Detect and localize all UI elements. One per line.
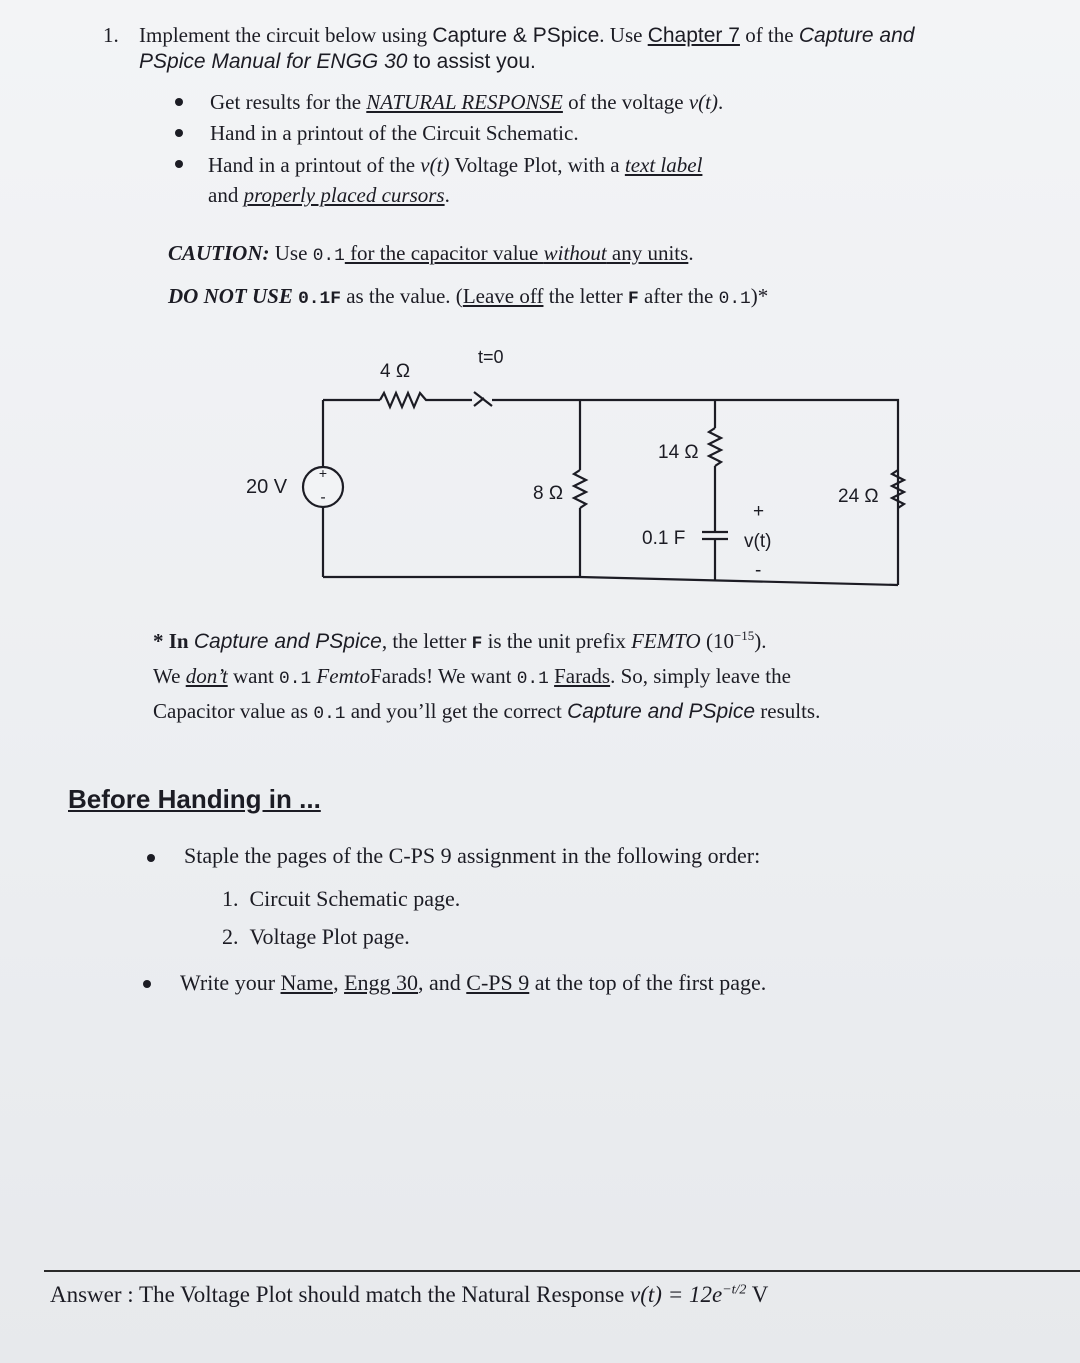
task-emphasis: NATURAL RESPONSE <box>366 90 563 114</box>
bullet <box>175 98 183 106</box>
footnote-text: (10 <box>700 629 734 653</box>
caution-text: after the <box>638 284 719 308</box>
bullet <box>175 160 183 168</box>
switch-label: t=0 <box>478 347 504 367</box>
caution-text: )* <box>750 284 769 308</box>
vt-minus: - <box>755 560 762 581</box>
circuit-diagram <box>230 340 910 595</box>
footnote-emphasis: Femto <box>311 664 371 688</box>
caution-code: F <box>628 289 639 309</box>
vt-label: v(t) <box>744 531 772 552</box>
instruction-emphasis: Name <box>280 970 334 995</box>
bullet <box>147 854 155 862</box>
answer-formula: v(t) = 12e <box>630 1282 723 1307</box>
task-schematic-printout: Hand in a printout of the Circuit Schematic. <box>210 121 579 145</box>
write-name-instruction <box>180 970 766 996</box>
r2-label: 8 Ω <box>533 483 564 504</box>
task-text: of the voltage <box>562 90 689 114</box>
order-item-2 <box>222 924 410 950</box>
answer-line <box>50 1282 768 1308</box>
bullet <box>143 980 151 988</box>
footnote-text: results. <box>755 699 821 723</box>
instruction-emphasis: Engg 30 <box>344 970 419 995</box>
source-label: 20 V <box>246 476 288 498</box>
q-capture-pspice: Capture & PSpice <box>432 24 600 47</box>
capacitor-symbol <box>702 532 728 539</box>
instruction-text: , and <box>418 970 467 995</box>
caution-line-1 <box>168 241 694 266</box>
task-plot-printout-cont <box>208 183 450 208</box>
task-text: Get results for the <box>210 90 367 114</box>
footnote-text: We <box>153 664 186 688</box>
order-number: 1. <box>222 886 239 911</box>
footnote-emphasis: Farads <box>554 664 611 688</box>
task-emphasis: text label <box>624 153 703 177</box>
answer-exponent: −t/2 <box>722 1282 747 1298</box>
footnote-text: Farads! We want <box>370 664 517 688</box>
q-text: . Use <box>599 23 648 47</box>
footnote-text: Capacitor value as <box>153 699 314 723</box>
caution-code: 0.1 <box>312 246 345 266</box>
r1-label: 4 Ω <box>380 361 411 382</box>
order-text: Circuit Schematic page. <box>249 886 461 911</box>
task-text: . <box>718 90 724 114</box>
caution-emphasis: without <box>543 241 607 265</box>
footnote-text: ). <box>754 629 767 653</box>
footnote-exponent: −15 <box>733 628 755 643</box>
staple-instruction: Staple the pages of the C-PS 9 assignment in the following order: <box>184 843 761 868</box>
footnote-code: 0.1 <box>279 669 312 689</box>
answer-unit: V <box>746 1282 769 1307</box>
task-variable: v(t) <box>688 90 719 114</box>
order-item-1 <box>222 886 460 912</box>
question-line-2 <box>139 48 536 75</box>
caution-label: CAUTION: <box>168 241 270 265</box>
source-plus: + <box>318 465 328 481</box>
question-number: 1. <box>103 23 119 47</box>
wire <box>323 577 898 585</box>
vt-plus: + <box>753 501 765 522</box>
caution-code: 0.1F <box>298 289 341 309</box>
answer-label: Answer : <box>50 1282 134 1307</box>
switch-symbol <box>474 392 492 406</box>
instruction-text: Write your <box>180 970 281 995</box>
footnote-code: 0.1 <box>313 704 346 724</box>
resistor-8-ohm <box>574 470 586 508</box>
footnote-text: want <box>227 664 280 688</box>
cap-label: 0.1 F <box>642 528 686 549</box>
r4-label: 24 Ω <box>838 486 879 507</box>
bullet <box>175 129 183 137</box>
footnote-emphasis: don’t <box>185 664 228 688</box>
footnote-product: Capture and PSpice <box>193 630 382 653</box>
q-text: to assist you. <box>407 50 536 73</box>
order-text: Voltage Plot page. <box>249 924 410 949</box>
footnote-text: * In <box>153 629 194 653</box>
instruction-emphasis: C-PS 9 <box>466 970 530 995</box>
task-emphasis: properly placed cursors <box>243 183 445 207</box>
q-manual-title: Capture and <box>798 24 915 47</box>
answer-text: The Voltage Plot should match the Natural Response <box>133 1282 631 1307</box>
order-number: 2. <box>222 924 239 949</box>
task-text: and <box>208 183 244 207</box>
instruction-text: at the top of the first page. <box>529 970 767 995</box>
femto-footnote <box>153 620 820 730</box>
do-not-use-label: DO NOT USE <box>168 284 293 308</box>
task-text: Voltage Plot, with a <box>449 153 625 177</box>
caution-code: 0.1 <box>718 289 751 309</box>
resistor-14-ohm <box>709 428 721 466</box>
caution-text: Use <box>269 241 313 265</box>
chapter-7-link[interactable]: Chapter 7 <box>647 24 740 47</box>
task-text: . <box>444 183 450 207</box>
footnote-line-2 <box>153 660 820 695</box>
caution-text: the letter <box>543 284 629 308</box>
caution-text: . <box>688 241 694 265</box>
footnote-text: and you’ll get the correct <box>345 699 568 723</box>
q-manual-title-2: PSpice Manual for ENGG 30 <box>139 50 408 73</box>
task-variable: v(t) <box>420 153 450 177</box>
question-line-1 <box>139 22 914 49</box>
q-text: Implement the circuit below using <box>139 23 433 47</box>
footnote-line-1 <box>153 620 820 660</box>
answer-divider <box>44 1270 1080 1272</box>
before-handing-in-heading: Before Handing in ... <box>68 784 321 814</box>
source-minus: - <box>320 489 326 506</box>
task-plot-printout <box>208 153 702 178</box>
r3-label: 14 Ω <box>658 442 699 463</box>
caution-text: as the value. ( <box>340 284 463 308</box>
footnote-line-3 <box>153 695 820 730</box>
caution-text: any units <box>606 241 689 265</box>
footnote-text: is the unit prefix <box>482 629 632 653</box>
instruction-text: , <box>333 970 345 995</box>
task-natural-response <box>210 90 723 115</box>
caution-emphasis: Leave off <box>462 284 544 308</box>
footnote-text: , the letter <box>381 629 472 653</box>
footnote-text: . So, simply leave the <box>610 664 791 688</box>
footnote-code: 0.1 <box>516 669 549 689</box>
footnote-code: F <box>471 634 483 654</box>
footnote-product: Capture and PSpice <box>567 700 756 723</box>
caution-text: for the capacitor value <box>344 241 544 265</box>
resistor-4-ohm <box>380 393 435 407</box>
caution-line-2 <box>168 284 768 309</box>
task-text: Hand in a printout of the <box>208 153 421 177</box>
q-text: of the <box>739 23 799 47</box>
footnote-emphasis: FEMTO <box>631 629 701 653</box>
